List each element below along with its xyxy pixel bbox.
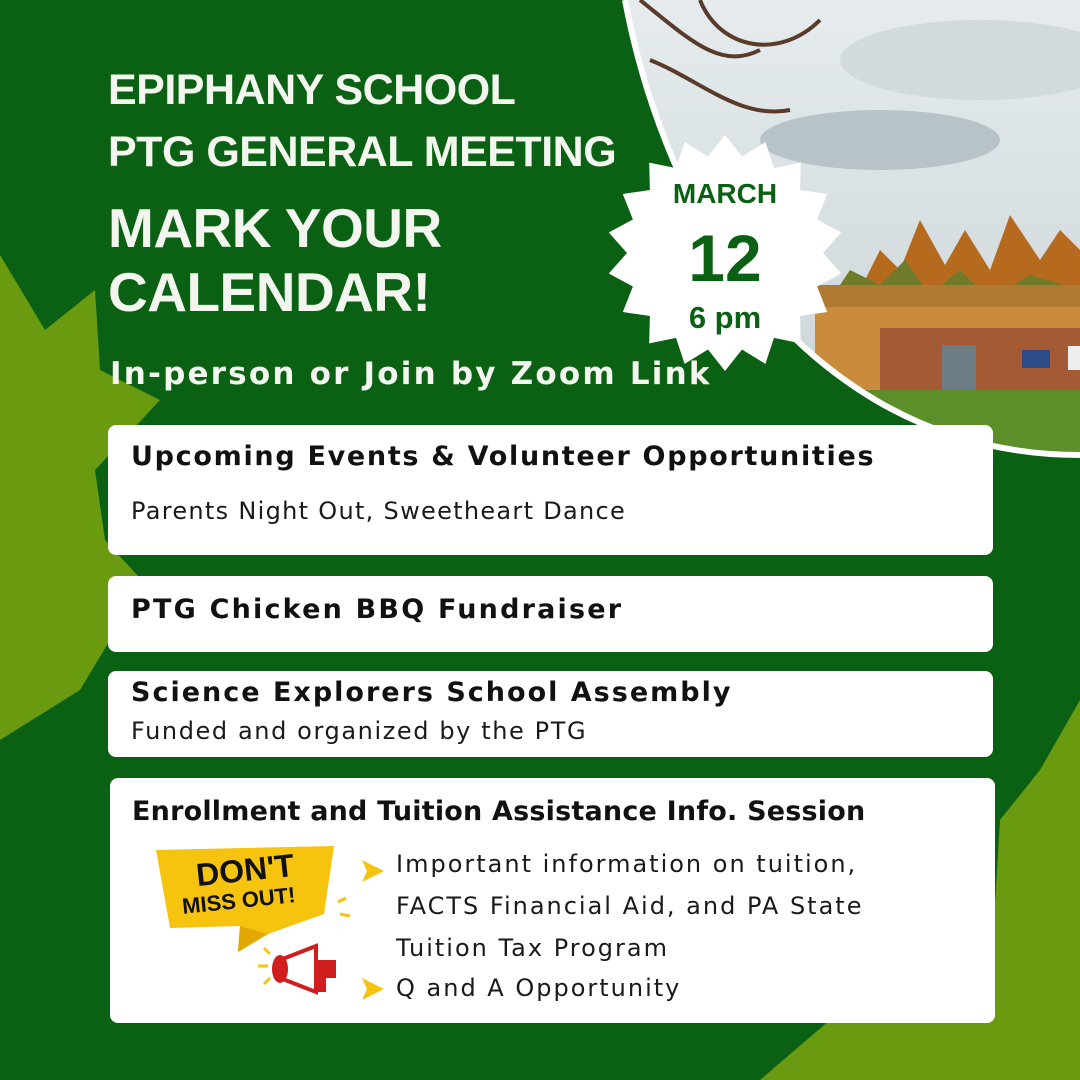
- enrollment-card: [110, 778, 995, 1023]
- bullet-line: Q and A Opportunity: [396, 974, 682, 1002]
- bullet-line: FACTS Financial Aid, and PA State: [396, 892, 864, 920]
- assembly-card: [108, 671, 993, 757]
- arrow-bullet-icon: [360, 858, 386, 884]
- sticker-line2: MISS OUT!: [180, 882, 297, 919]
- events-card: [108, 425, 993, 555]
- arrow-bullet-icon: [360, 976, 386, 1002]
- assembly-card-heading: Science Explorers School Assembly: [131, 677, 733, 708]
- sticker-line1: DON'T: [194, 846, 296, 894]
- bullet-line: Tuition Tax Program: [396, 934, 669, 962]
- badge-month: MARCH: [672, 178, 778, 209]
- bbq-card: [108, 576, 993, 652]
- badge-day: 12: [688, 221, 762, 295]
- attendance-subtitle: In-person or Join by Zoom Link: [110, 356, 712, 392]
- headline-line1: MARK YOUR: [108, 197, 442, 259]
- enrollment-card-heading: Enrollment and Tuition Assistance Info. Session: [132, 796, 866, 827]
- events-card-body: Parents Night Out, Sweetheart Dance: [131, 497, 627, 525]
- assembly-card-body: Funded and organized by the PTG: [131, 717, 588, 745]
- bbq-card-heading: PTG Chicken BBQ Fundraiser: [131, 594, 624, 625]
- bullet-line: Important information on tuition,: [396, 850, 858, 878]
- badge-time: 6 pm: [688, 300, 762, 335]
- headline-line2: CALENDAR!: [108, 261, 431, 323]
- meeting-title: PTG GENERAL MEETING: [108, 128, 617, 176]
- events-card-heading: Upcoming Events & Volunteer Opportunities: [131, 441, 876, 472]
- school-name: EPIPHANY SCHOOL: [108, 66, 516, 114]
- megaphone-icon: [272, 946, 336, 992]
